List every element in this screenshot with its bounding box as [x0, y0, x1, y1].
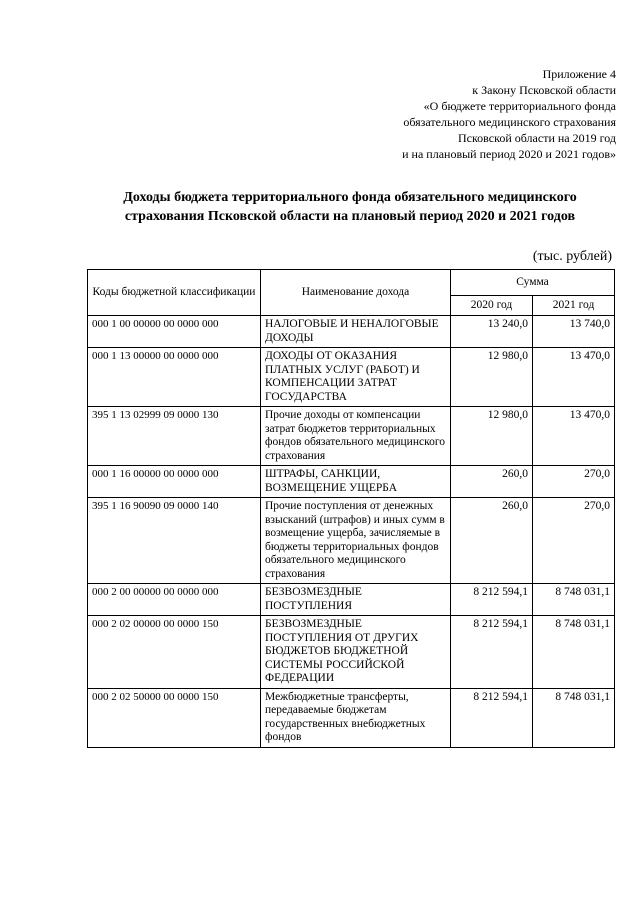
cell-code: 000 2 02 00000 00 0000 150 — [88, 616, 261, 689]
cell-2020: 12 980,0 — [451, 407, 533, 466]
cell-2021: 270,0 — [533, 498, 615, 584]
cell-2021: 13 470,0 — [533, 407, 615, 466]
cell-name: ДОХОДЫ ОТ ОКАЗАНИЯ ПЛАТНЫХ УСЛУГ (РАБОТ) И КОМПЕНСАЦИИ ЗАТРАТ ГОСУДАРСТВА — [261, 348, 451, 407]
cell-2021: 8 748 031,1 — [533, 584, 615, 616]
table-row — [88, 407, 615, 466]
header-amount: Сумма — [451, 270, 615, 296]
header-year-2021: 2021 год — [533, 296, 615, 316]
cell-2021: 8 748 031,1 — [533, 688, 615, 747]
appendix-line: и на плановый период 2020 и 2021 годов» — [402, 147, 616, 161]
cell-name: НАЛОГОВЫЕ И НЕНАЛОГОВЫЕ ДОХОДЫ — [261, 316, 451, 348]
cell-2020: 8 212 594,1 — [451, 584, 533, 616]
cell-code: 000 1 13 00000 00 0000 000 — [88, 348, 261, 407]
cell-code: 000 1 00 00000 00 0000 000 — [88, 316, 261, 348]
appendix-line: Приложение 4 — [542, 67, 616, 81]
cell-2020: 8 212 594,1 — [451, 688, 533, 747]
appendix-line: Псковской области на 2019 год — [457, 131, 616, 145]
cell-2021: 13 740,0 — [533, 316, 615, 348]
appendix-header — [402, 66, 616, 162]
cell-2021: 13 470,0 — [533, 348, 615, 407]
table-row — [88, 688, 615, 747]
appendix-line: обязательного медицинского страхования — [403, 115, 616, 129]
document-title-line: Доходы бюджета территориального фонда обязательного медицинского — [123, 190, 577, 205]
header-code: Коды бюджетной классификации — [88, 270, 261, 316]
cell-name: Межбюджетные трансферты, передаваемые бюджетам государственных внебюджетных фондов — [261, 688, 451, 747]
cell-2020: 13 240,0 — [451, 316, 533, 348]
cell-code: 395 1 13 02999 09 0000 130 — [88, 407, 261, 466]
cell-2020: 12 980,0 — [451, 348, 533, 407]
document-title — [60, 188, 640, 226]
table-row — [88, 616, 615, 689]
cell-2020: 260,0 — [451, 466, 533, 498]
table-row — [88, 348, 615, 407]
header-name: Наименование дохода — [261, 270, 451, 316]
cell-2021: 8 748 031,1 — [533, 616, 615, 689]
cell-name: БЕЗВОЗМЕЗДНЫЕ ПОСТУПЛЕНИЯ ОТ ДРУГИХ БЮДЖЕТОВ БЮДЖЕТНОЙ СИСТЕМЫ РОССИЙСКОЙ ФЕДЕРАЦИИ — [261, 616, 451, 689]
appendix-line: к Закону Псковской области — [472, 83, 616, 97]
table-row — [88, 584, 615, 616]
cell-code: 000 2 00 00000 00 0000 000 — [88, 584, 261, 616]
cell-code: 000 1 16 00000 00 0000 000 — [88, 466, 261, 498]
table-row — [88, 466, 615, 498]
cell-name: БЕЗВОЗМЕЗДНЫЕ ПОСТУПЛЕНИЯ — [261, 584, 451, 616]
table-row — [88, 498, 615, 584]
cell-code: 395 1 16 90090 09 0000 140 — [88, 498, 261, 584]
cell-name: Прочие поступления от денежных взысканий (штрафов) и иных сумм в возмещение ущерба, зачисляемые в бюджеты территориальных фондов обязательного медицинского страхования — [261, 498, 451, 584]
cell-2020: 260,0 — [451, 498, 533, 584]
units-label: (тыс. рублей) — [532, 249, 612, 264]
document-title-line: страхования Псковской области на плановый период 2020 и 2021 годов — [124, 209, 576, 224]
cell-name: ШТРАФЫ, САНКЦИИ, ВОЗМЕЩЕНИЕ УЩЕРБА — [261, 466, 451, 498]
header-year-2020: 2020 год — [451, 296, 533, 316]
revenue-table — [87, 269, 615, 748]
cell-code: 000 2 02 50000 00 0000 150 — [88, 688, 261, 747]
cell-2020: 8 212 594,1 — [451, 616, 533, 689]
table-row — [88, 316, 615, 348]
appendix-line: «О бюджете территориального фонда — [423, 99, 616, 113]
cell-2021: 270,0 — [533, 466, 615, 498]
cell-name: Прочие доходы от компенсации затрат бюджетов территориальных фондов обязательного медицинского страхования — [261, 407, 451, 466]
